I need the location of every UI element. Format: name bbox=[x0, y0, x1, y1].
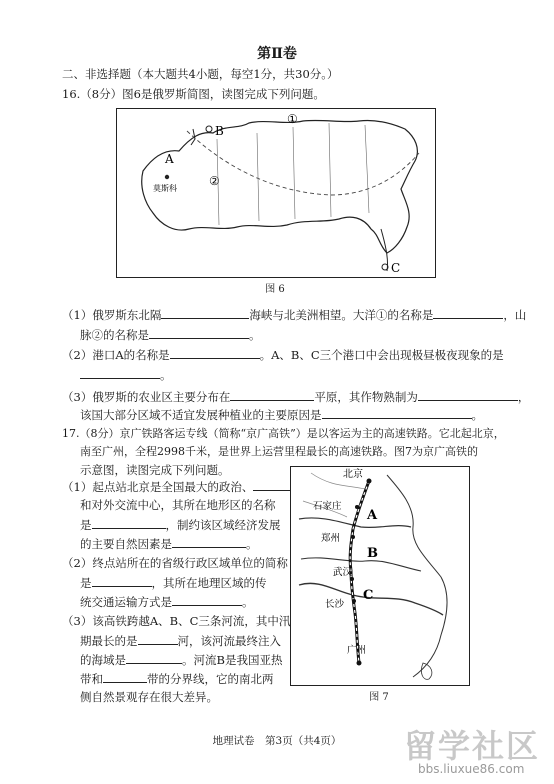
label-changsha: 长沙 bbox=[325, 599, 345, 610]
river-b-huai bbox=[301, 558, 421, 571]
answer-blank-strait[interactable] bbox=[161, 306, 249, 319]
q17-p3-text-b: 期最长的是 bbox=[80, 634, 138, 648]
q17-p3-text-e: 。河流B是我国亚热 bbox=[182, 653, 283, 667]
river-lines bbox=[217, 123, 369, 225]
q16-p2-text-c: 。 bbox=[160, 368, 172, 382]
q17-p2-line3 bbox=[80, 593, 254, 611]
q17-stem-line1: 17.（8分）京广铁路客运专线（简称“京广高铁”）是以客运为主的高速铁路。它北起北京， bbox=[62, 427, 505, 440]
q17-p1-line4 bbox=[80, 535, 258, 553]
answer-blank-climate-zone[interactable] bbox=[103, 670, 147, 683]
hainan-island bbox=[421, 663, 431, 679]
q16-p2-line1 bbox=[62, 346, 504, 364]
shijiazhuang-marker bbox=[355, 505, 359, 509]
moscow-marker bbox=[165, 175, 169, 179]
q17-p3-line1: （3）该高铁跨越A、B、C三条河流，其中汛 bbox=[62, 614, 291, 628]
part-title: 第Ⅱ卷 bbox=[257, 46, 297, 62]
q17-p2-text-b: 是 bbox=[80, 576, 92, 590]
beijing-marker bbox=[367, 479, 372, 484]
changsha-marker bbox=[352, 599, 356, 603]
q17-p3-line4 bbox=[80, 670, 274, 688]
label-shijiazhuang: 石家庄 bbox=[313, 501, 342, 512]
q17-p2-line2 bbox=[80, 574, 267, 592]
answer-blank-reason[interactable] bbox=[322, 406, 472, 419]
q16-p1-text-d: 脉②的名称是 bbox=[80, 328, 149, 342]
label-b: B bbox=[215, 124, 224, 138]
answer-blank-port-a[interactable] bbox=[170, 346, 260, 359]
q16-p1-line1 bbox=[62, 306, 526, 324]
figure6-caption: 图 6 bbox=[265, 284, 285, 295]
answer-blank-cropping[interactable] bbox=[418, 388, 518, 401]
answer-blank-transport[interactable] bbox=[172, 593, 242, 606]
answer-blank-sea[interactable] bbox=[126, 651, 182, 664]
q16-p1-text-a: （1）俄罗斯东北隔 bbox=[62, 308, 162, 322]
q16-p1-text-b: 海峡与北美洲相望。大洋①的名称是 bbox=[249, 308, 434, 322]
q17-p1-text-e: 的主要自然因素是 bbox=[80, 537, 172, 551]
q17-p3-text-f: 带和 bbox=[80, 672, 103, 686]
label-c: C bbox=[391, 261, 401, 275]
q17-p1-text-f: 。 bbox=[246, 537, 258, 551]
q17-p2-line1: （2）终点站所在的省级行政区域单位的简称 bbox=[62, 556, 288, 570]
q17-p3-line5: 侧自然景观存在很大差异。 bbox=[80, 690, 218, 704]
russia-map bbox=[116, 108, 436, 278]
zhengzhou-marker bbox=[351, 535, 355, 539]
answer-blank-polar-port[interactable] bbox=[80, 366, 160, 379]
answer-blank-flood-river[interactable] bbox=[138, 632, 178, 645]
watermark-logo: 留学社区 bbox=[404, 727, 541, 765]
q17-p1-line2: 和对外交流中心，其所在地形区的名称 bbox=[80, 498, 276, 512]
q16-p3-text-b: 平原，其作物熟制为 bbox=[314, 390, 418, 404]
arctic-circle-line bbox=[187, 131, 419, 195]
q16-p1-line2 bbox=[80, 326, 261, 344]
label-zhengzhou: 郑州 bbox=[321, 533, 341, 544]
answer-blank-abbrev[interactable] bbox=[92, 574, 152, 587]
q16-p3-line2 bbox=[80, 406, 483, 424]
q17-p1-text-a: （1）起点站北京是全国最大的政治、 bbox=[62, 480, 254, 494]
answer-blank-ocean[interactable] bbox=[433, 306, 503, 319]
coastline bbox=[387, 475, 447, 677]
label-moscow: 莫斯科 bbox=[153, 184, 177, 193]
watermark-url: bbs.liuxue86.com bbox=[418, 762, 525, 776]
q16-p1-text-c: ，山 bbox=[503, 308, 527, 322]
q17-p2-text-d: 统交通运输方式是 bbox=[80, 595, 172, 609]
q16-stem: 16.（8分）图6是俄罗斯简图，读图完成下列问题。 bbox=[62, 87, 325, 101]
q17-p2-text-c: ，其所在地理区域的传 bbox=[151, 576, 267, 590]
answer-blank-mountain[interactable] bbox=[149, 326, 249, 339]
q17-stem-line2: 南至广州，全程2998千米，是世界上运营里程最长的高速铁路。图7为京广高铁的 bbox=[80, 445, 478, 458]
q16-p3-text-d: 该国大部分区域不适宜发展种植业的主要原因是 bbox=[80, 408, 322, 422]
answer-blank-natural-factor[interactable] bbox=[172, 535, 246, 548]
q16-p2-text-a: （2）港口A的名称是 bbox=[62, 348, 170, 362]
answer-blank-plain[interactable] bbox=[230, 388, 314, 401]
figure7-caption: 图 7 bbox=[369, 692, 389, 703]
port-b-marker bbox=[206, 126, 212, 132]
russia-map-drawing bbox=[117, 109, 435, 277]
label-river-b: B bbox=[367, 546, 378, 561]
q17-p3-text-g: 带的分界线，它的南北两 bbox=[147, 672, 274, 686]
q17-p3-text-c: 河，该河流最终注入 bbox=[177, 634, 281, 648]
q17-p1-line3 bbox=[80, 516, 281, 534]
answer-blank-landform[interactable] bbox=[92, 516, 166, 529]
q17-p3-line3 bbox=[80, 651, 282, 669]
q17-p1-text-c: 是 bbox=[80, 518, 92, 532]
q16-p2-text-b: 。A、B、C三个港口中会出现极昼极夜现象的是 bbox=[259, 348, 504, 362]
railway-map-drawing bbox=[291, 467, 469, 685]
q17-stem-line3: 示意图，读图完成下列问题。 bbox=[80, 463, 230, 477]
section-heading: 二、非选择题（本大题共4小题，每空1分，共30分。） bbox=[62, 67, 339, 81]
jingguang-railway-map bbox=[290, 466, 470, 686]
q16-p3-text-a: （3）俄罗斯的农业区主要分布在 bbox=[62, 390, 231, 404]
label-wuhan: 武汉 bbox=[333, 567, 353, 578]
label-river-a: A bbox=[367, 508, 378, 523]
q16-p3-text-e: 。 bbox=[471, 408, 483, 422]
label-ocean: ① bbox=[287, 112, 298, 126]
label-beijing: 北京 bbox=[343, 469, 363, 480]
q17-p2-text-e: 。 bbox=[242, 595, 254, 609]
q16-p3-line1 bbox=[62, 388, 529, 406]
q16-p2-line2 bbox=[80, 366, 172, 384]
q17-p1-text-d: ，制约该区域经济发展 bbox=[165, 518, 281, 532]
q17-p1-line1 bbox=[62, 478, 301, 496]
page-footer: 地理试卷 第3页（共4页） bbox=[212, 735, 342, 747]
guangzhou-marker bbox=[357, 661, 362, 666]
q17-p3-line2 bbox=[80, 632, 281, 650]
label-mountain: ② bbox=[209, 174, 220, 188]
q17-p3-text-d: 的海域是 bbox=[80, 653, 126, 667]
q16-p1-text-e: 。 bbox=[249, 328, 261, 342]
label-a: A bbox=[165, 152, 174, 166]
label-guangzhou: 广州 bbox=[347, 645, 367, 656]
label-river-c: C bbox=[363, 588, 374, 603]
q16-p3-text-c: ， bbox=[517, 390, 530, 404]
